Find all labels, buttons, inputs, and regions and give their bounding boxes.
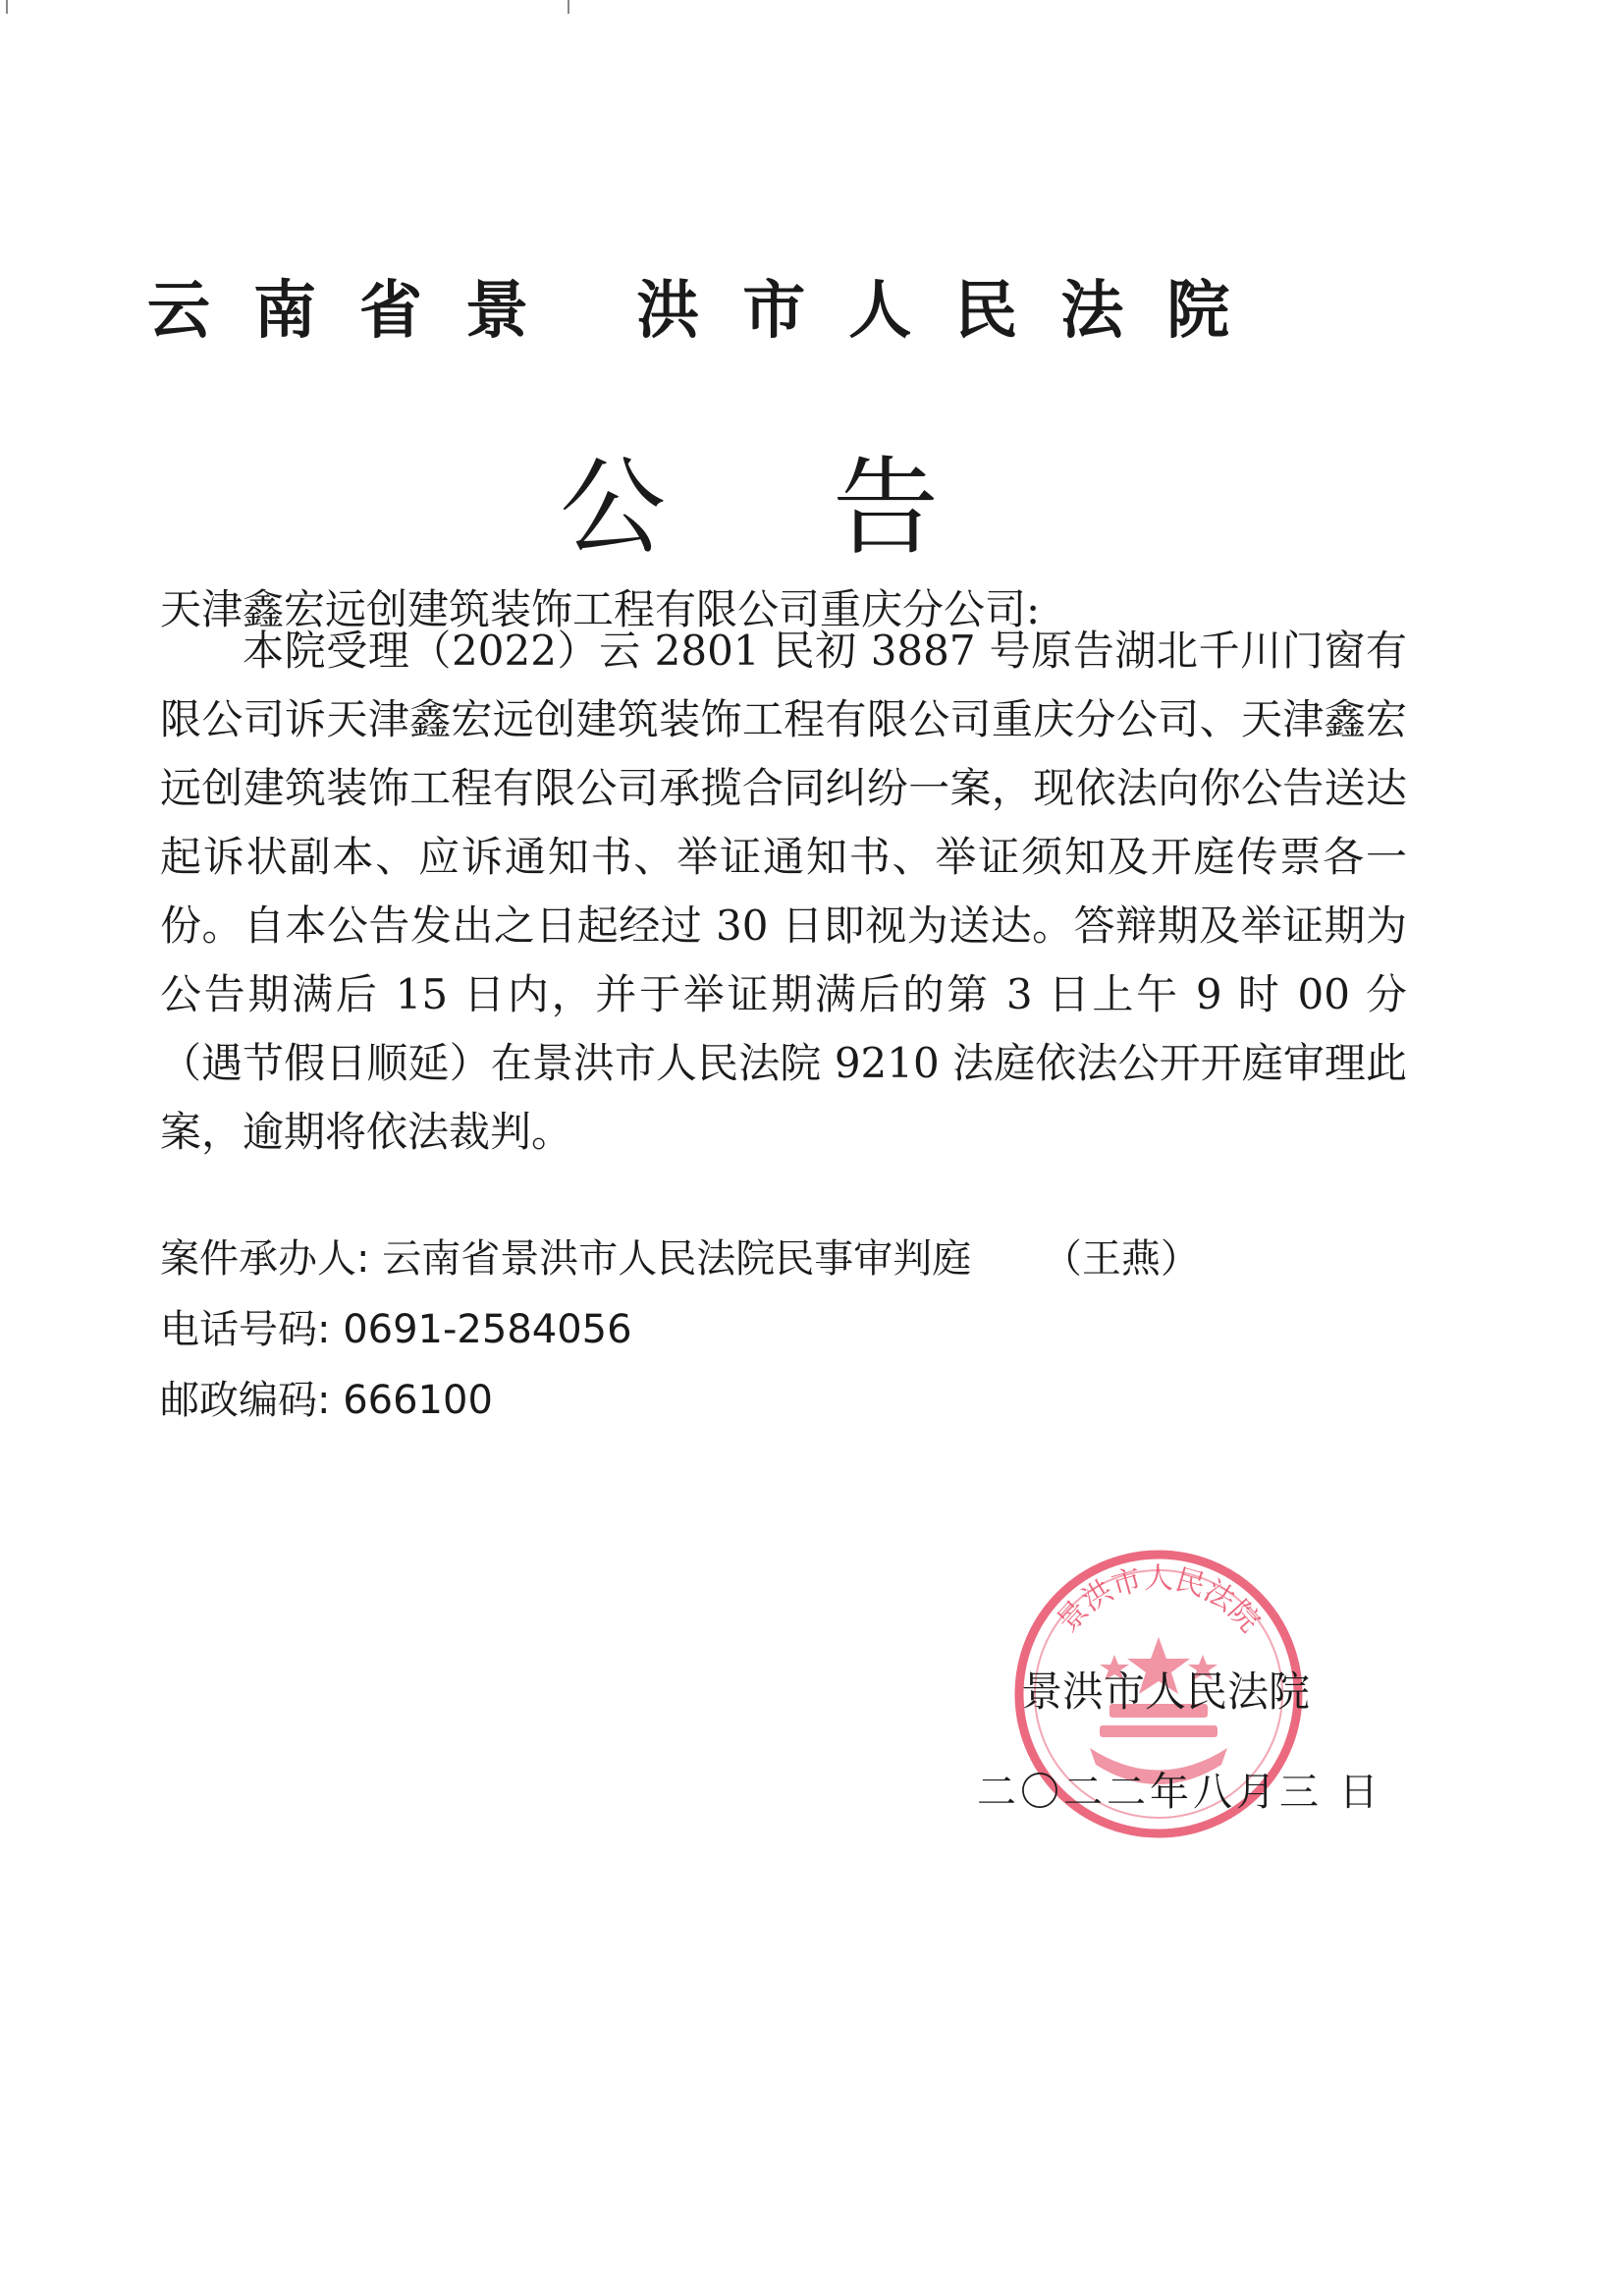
document-title: 公告 (560, 447, 1107, 570)
phone-value: 0691-2584056 (343, 1307, 632, 1352)
issuing-court: 景洪市人民法院 (1021, 1667, 1311, 1716)
case-handler-line (160, 1228, 1200, 1284)
seal-arc-text: 景洪市人民法院 (1050, 1561, 1268, 1639)
postal-code-label: 邮政编码: (160, 1378, 331, 1423)
court-name: 云南省景 洪市人民法院 (147, 275, 1273, 348)
issue-date: 二〇二二年八月三 日 (977, 1770, 1382, 1815)
postal-code-value: 666100 (343, 1378, 493, 1423)
scan-edge-mark (568, 0, 569, 14)
case-handler-value: 云南省景洪市人民法院民事审判庭 (382, 1236, 972, 1282)
postal-code-line (160, 1369, 493, 1425)
phone-line (160, 1298, 632, 1354)
phone-label: 电话号码: (160, 1307, 331, 1352)
scan-edge-mark (6, 0, 8, 14)
case-handler-label: 案件承办人: (160, 1236, 370, 1282)
notice-body: 本院受理（2022）云 2801 民初 3887 号原告湖北千川门窗有限公司诉天津鑫宏远创建筑装饰工程有限公司重庆分公司、天津鑫宏远创建筑装饰工程有限公司承揽合同纠纷一案，现依法向你公告送达起诉状副本、应诉通知书、举证通知书、举证须知及开庭传票各一份。自本公告发出之日起经过 30 日即视为送达。答辩期及举证期为公告期满后 15 日内，并于举证期满后的第 3 日上午 9 时 00 分（遇节假日顺延）在景洪市人民法院 9210 法庭依法公开开庭审理此案，逾期将依法裁判。 (160, 627, 1407, 1156)
case-handler-name: （王燕） (1042, 1236, 1200, 1282)
addressee: 天津鑫宏远创建筑装饰工程有限公司重庆分公司: (160, 585, 1041, 633)
